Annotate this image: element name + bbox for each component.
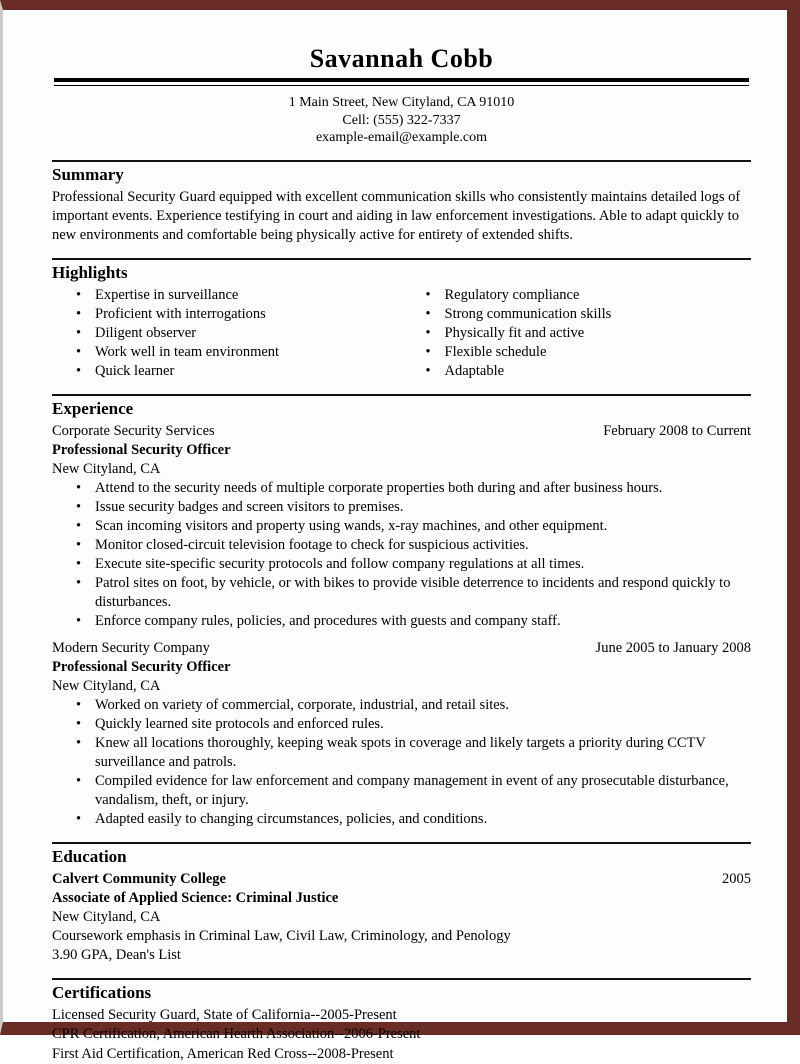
job-title: Professional Security Officer (52, 658, 751, 677)
contact-address: 1 Main Street, New Cityland, CA 91010 (52, 94, 751, 112)
job-duty: • Patrol sites on foot, by vehicle, or with bikes to provide visible deterrence to incidents and respond quickly to disturbances. (95, 574, 751, 612)
job-entry (52, 422, 751, 631)
contact-phone: Cell: (555) 322-7337 (52, 112, 751, 130)
highlights-columns (52, 286, 751, 381)
highlight-item: • Physically fit and active (445, 324, 752, 343)
job-duty: • Attend to the security needs of multiple corporate properties both during and after business hours. (95, 479, 751, 498)
education-header-row (52, 870, 751, 889)
education-section (52, 842, 751, 965)
job-header-row (52, 422, 751, 441)
job-duty: • Scan incoming visitors and property using wands, x-ray machines, and other equipment. (95, 517, 751, 536)
certification-item: First Aid Certification, American Red Cross--2008-Present (52, 1045, 751, 1064)
job-location: New Cityland, CA (52, 677, 751, 696)
highlight-item: • Proficient with interrogations (95, 305, 402, 324)
candidate-name: Savannah Cobb (52, 44, 751, 74)
contact-email: example-email@example.com (52, 129, 751, 147)
job-duty: • Issue security badges and screen visitors to premises. (95, 498, 751, 517)
header-divider (54, 78, 749, 86)
certification-item: CPR Certification, American Hearth Association--2006-Present (52, 1025, 751, 1045)
highlight-item: • Quick learner (95, 362, 402, 381)
highlights-section (52, 258, 751, 381)
highlight-item: • Strong communication skills (445, 305, 752, 324)
contact-block (52, 94, 751, 147)
highlight-item: • Adaptable (445, 362, 752, 381)
certifications-section (52, 978, 751, 1064)
highlight-item: • Diligent observer (95, 324, 402, 343)
education-degree: Associate of Applied Science: Criminal Justice (52, 889, 751, 908)
highlights-left-list (52, 286, 402, 381)
job-duty: • Adapted easily to changing circumstances, policies, and conditions. (95, 810, 751, 829)
highlight-item: • Regulatory compliance (445, 286, 752, 305)
resume-header (52, 44, 751, 147)
certification-item: Licensed Security Guard, State of California--2005-Present (52, 1006, 751, 1026)
education-year: 2005 (722, 870, 751, 889)
highlight-item: • Expertise in surveillance (95, 286, 402, 305)
job-duty: • Compiled evidence for law enforcement and company management in event of any prosecutable disturbance, vandalism, theft, or injury. (95, 772, 751, 810)
highlight-item: • Flexible schedule (445, 343, 752, 362)
job-company: Corporate Security Services (52, 422, 215, 441)
job-header-row (52, 639, 751, 658)
experience-heading: Experience (52, 398, 751, 419)
job-duty: • Enforce company rules, policies, and procedures with guests and company staff. (95, 612, 751, 631)
job-entry (52, 639, 751, 829)
education-location: New Cityland, CA (52, 908, 751, 927)
certifications-heading: Certifications (52, 982, 751, 1003)
summary-section (52, 160, 751, 245)
education-coursework: Coursework emphasis in Criminal Law, Civil Law, Criminology, and Penology (52, 927, 751, 946)
highlight-item: • Work well in team environment (95, 343, 402, 362)
education-heading: Education (52, 846, 751, 867)
highlights-heading: Highlights (52, 262, 751, 283)
job-title: Professional Security Officer (52, 441, 751, 460)
job-location: New Cityland, CA (52, 460, 751, 479)
job-duty: • Knew all locations thoroughly, keeping weak spots in coverage and likely targets a priority during CCTV surveillance and patrols. (95, 734, 751, 772)
highlights-right-list (402, 286, 752, 381)
summary-heading: Summary (52, 164, 751, 185)
job-duty: • Worked on variety of commercial, corporate, industrial, and retail sites. (95, 696, 751, 715)
experience-section (52, 394, 751, 829)
job-dates: June 2005 to January 2008 (596, 639, 751, 658)
job-duty: • Quickly learned site protocols and enforced rules. (95, 715, 751, 734)
job-duty: • Monitor closed-circuit television footage to check for suspicious activities. (95, 536, 751, 555)
summary-text: Professional Security Guard equipped with excellent communication skills who consistently maintains detailed logs of important events. Experience testifying in court and aiding in law enforcement investigations. Able to adapt quickly to new environments and comfortable being physically active for entirety of extended shifts. (52, 188, 751, 245)
job-duties-list (52, 696, 751, 829)
job-dates: February 2008 to Current (603, 422, 751, 441)
job-duties-list (52, 479, 751, 631)
education-school: Calvert Community College (52, 870, 226, 889)
job-duty: • Execute site-specific security protocols and follow company regulations at all times. (95, 555, 751, 574)
resume-page (3, 10, 787, 1022)
job-company: Modern Security Company (52, 639, 210, 658)
education-gpa: 3.90 GPA, Dean's List (52, 946, 751, 965)
